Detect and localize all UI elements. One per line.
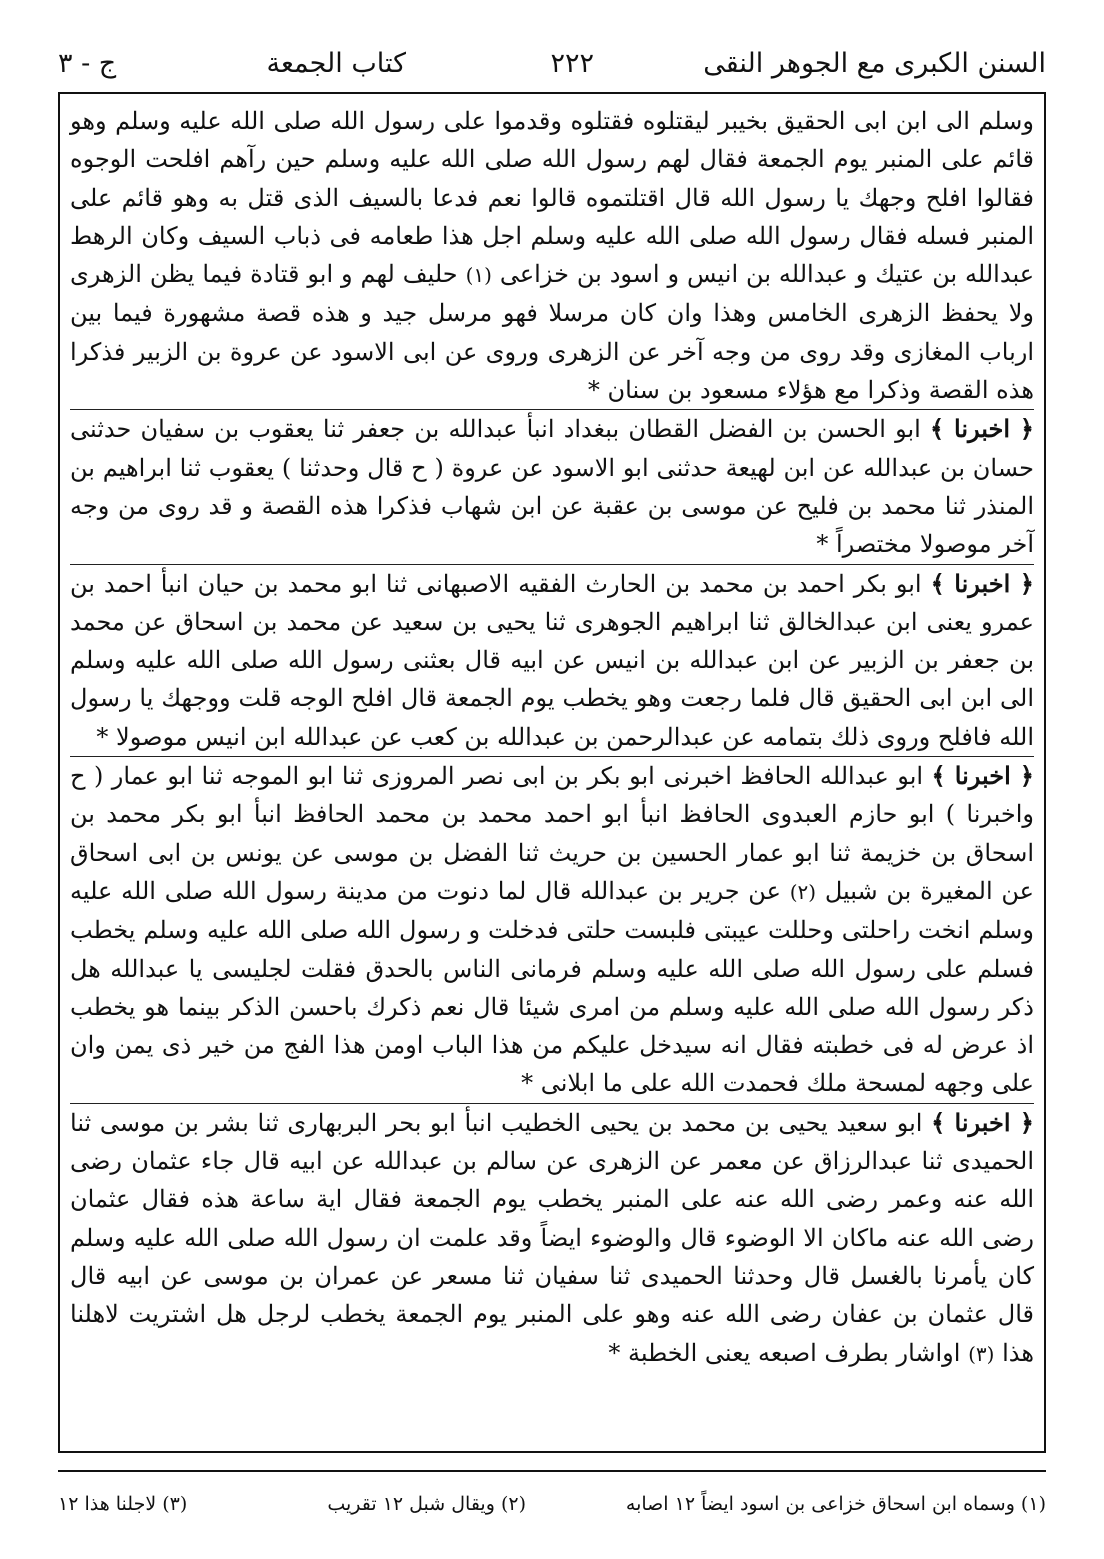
- footnotes: [58, 1486, 1046, 1530]
- hadith-paragraph-1: [70, 409, 1034, 563]
- hadith-paragraph-2: [70, 564, 1034, 756]
- chapter-title: كتاب الجمعة: [266, 48, 406, 79]
- page-number: ٢٢٢: [550, 48, 594, 79]
- footnote-ref-3: (٣): [968, 1341, 995, 1366]
- paragraph-text: وسلم الى ابن ابى الحقيق بخيبر ليقتلوه فقتلوه وقدموا على رسول الله صلى الله عليه وسلم وهو قائم على المنبر يوم الجمعة فقال لهم رسول الله صلى الله عليه وسلم حين رآهم افلحت الوجوه فقالوا افلح وجهك يا رسول الله قال اقتلتموه قالوا نعم فدعا بالسيف الذى قتل به وهو قائم على المنبر فسله فقال رسول الله صلى الله عليه وسلم اجل هذا طعامه فى ذباب السيف وكان الرهط عبدالله بن عتيك و عبدالله بن انيس و اسود بن خزاعى: [70, 107, 1035, 289]
- footnote-3: (٣) لاجلنا هذا ١٢: [58, 1493, 188, 1515]
- hadith-paragraph-4: [70, 1103, 1034, 1373]
- hadith-opener: ﴿ اخبرنا ﴾: [930, 414, 1034, 444]
- hadith-text: عن جرير بن عبدالله قال لما دنوت من مدينة رسول الله صلى الله عليه وسلم انخت راحلتى وحللت عيبتى فلبست حلتى فدخلت و رسول الله صلى الله عليه وسلم يخطب فسلم على رسول الله صلى الله عليه وسلم فرمانى الناس بالحدق فقلت لجليسى يا عبدالله هل ذكر رسول الله صلى الله عليه وسلم من امرى شيئا قال نعم ذكرك باحسن الذكر بينما هو يخطب اذ عرض له فى خطبته فقال انه سيدخل عليكم من هذا الباب اومن هذا الفج من خير ذى يمن وان على وجهه لمسحة ملك فحمدت الله على ما ابلانى *: [70, 876, 1034, 1098]
- hadith-text: ابو الحسن بن الفضل القطان ببغداد انبأ عبدالله بن جعفر ثنا يعقوب بن سفيان حدثنى حسان بن عبدالله عن ابن لهيعة حدثنى ابو الاسود عن عروة ( ح قال وحدثنا ) يعقوب ثنا ابراهيم بن المنذر ثنا محمد بن فليح عن موسى بن عقبة عن ابن شهاب فذكرا هذه القصة و قد روى من وجه آخر موصولا مختصراً *: [70, 415, 1034, 559]
- hadith-opener: ﴿ اخبرنا ﴾: [930, 568, 1034, 598]
- hadith-opener: ﴿ اخبرنا ﴾: [931, 761, 1034, 791]
- footnote-ref-2: (٢): [789, 879, 817, 904]
- footnote-1: (١) وسماه ابن اسحاق خزاعى بن اسود ايضاً ١٢ اصابه: [625, 1493, 1046, 1515]
- hadith-opener: ﴿ اخبرنا ﴾: [931, 1107, 1034, 1137]
- hadith-paragraph-3: [70, 756, 1034, 1103]
- running-header: [58, 40, 1046, 90]
- main-text-frame: [58, 92, 1046, 1453]
- footnote-divider: [58, 1470, 1046, 1472]
- opening-paragraph: [70, 102, 1034, 409]
- footnote-ref-1: (١): [465, 263, 492, 288]
- hadith-text: ابو بكر احمد بن محمد بن الحارث الفقيه الاصبهانى ثنا ابو محمد بن حيان انبأ احمد بن عمرو يعنى ابن عبدالخالق ثنا ابراهيم الجوهرى ثنا يحيى بن سعيد عن محمد بن اسحاق عن محمد بن جعفر بن الزبير عن ابن عبدالله بن انيس عن ابيه قال بعثنى رسول الله صلى الله عليه وسلم الى ابن ابى الحقيق قال فلما رجعت وهو يخطب يوم الجمعة قال افلح الوجه قلت ووجهك يا رسول الله فافلح وروى ذلك بتمامه عن عبدالرحمن بن عبدالله بن كعب عن عبدالله ابن انيس موصولا *: [70, 569, 1034, 751]
- book-title: السنن الكبرى مع الجوهر النقى: [703, 48, 1046, 79]
- hadith-text: ابو عبدالله الحافظ اخبرنى ابو بكر بن ابى نصر المروزى ثنا ابو الموجه ثنا ابو عمار ( ح واخبرنا ) ابو حازم العبدوى الحافظ انبأ ابو احمد محمد بن محمد الحافظ انبأ ابو بكر محمد بن اسحاق بن خزيمة ثنا ابو عمار الحسين بن حريث ثنا الفضل بن موسى عن يونس بن ابى اسحاق عن المغيرة بن شبيل: [70, 762, 1034, 905]
- volume-label: ج - ٣: [58, 48, 117, 79]
- hadith-text: ابو سعيد يحيى بن محمد بن يحيى الخطيب انبأ ابو بحر البربهارى ثنا بشر بن موسى ثنا الحميدى ثنا عبدالرزاق عن معمر عن الزهرى عن سالم بن عبدالله عن ابيه قال جاء عثمان رضى الله عنه وعمر رضى الله عنه على المنبر يخطب يوم الجمعة فقال اية ساعة هذه فقال عثمان رضى الله عنه ماكان الا الوضوء قال والوضوء ايضاً وقد علمت ان رسول الله صلى الله عليه وسلم كان يأمرنا بالغسل قال وحدثنا الحميدى ثنا سفيان ثنا مسعر عن عمران بن موسى عن ابيه قال قال عثمان بن عفان رضى الله عنه وهو على المنبر يوم الجمعة يخطب لرجل هل اشتريت لاهلنا هذا: [70, 1108, 1034, 1367]
- footnote-2: (٢) ويقال شبل ١٢ تقريب: [327, 1493, 526, 1515]
- paragraph-text: حليف لهم و ابو قتادة فيما يظن الزهرى ولا يحفظ الزهرى الخامس وهذا وان كان مرسلا فهو مرسل جيد و هذه قصة مشهورة فيما بين ارباب المغازى وقد روى من وجه آخر عن الزهرى وروى عن ابى الاسود عن عروة بن الزبير فذكرا هذه القصة وذكرا مع هؤلاء مسعود بن سنان *: [70, 260, 1035, 405]
- hadith-text: اواشار بطرف اصبعه يعنى الخطبة *: [608, 1338, 961, 1367]
